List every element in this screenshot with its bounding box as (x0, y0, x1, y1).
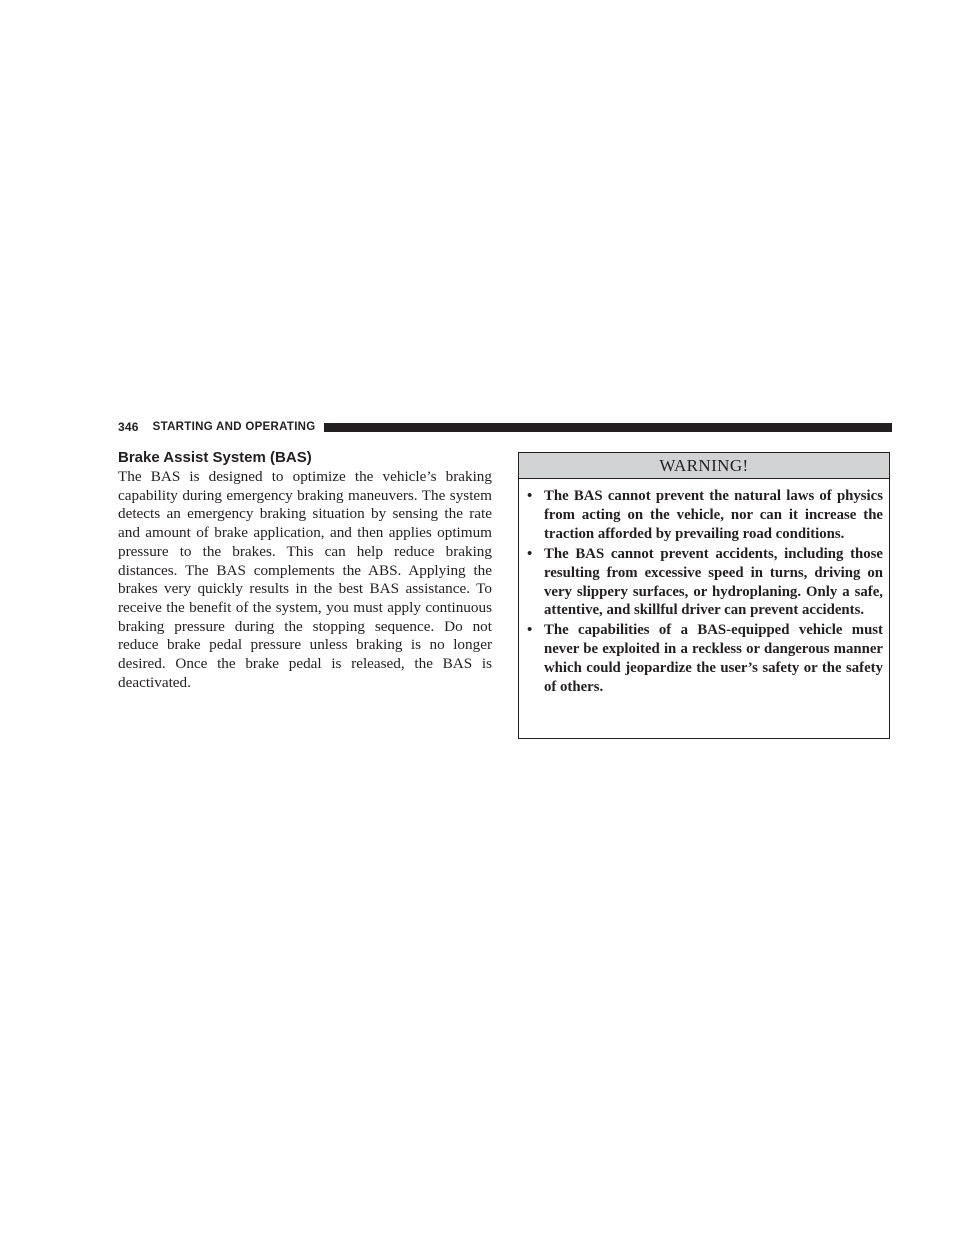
warning-list (519, 479, 889, 697)
running-section-title: STARTING AND OPERATING (152, 421, 316, 433)
section-title: Brake Assist System (BAS) (118, 449, 312, 466)
bullet-icon: • (527, 545, 533, 562)
warning-text: The capabilities of a BAS-equipped vehicle must never be exploited in a reckless or dangerous manner which could jeopardize the user’s safety or the safety of others. (544, 622, 883, 696)
page-header (118, 419, 892, 435)
warning-box (518, 452, 890, 739)
warning-text: The BAS cannot prevent the natural laws of physics from acting on the vehicle, nor can it increase the traction afforded by prevailing road conditions. (544, 488, 883, 542)
content-column (118, 448, 492, 692)
bullet-icon: • (527, 488, 533, 504)
warning-item (527, 545, 883, 621)
warning-item (527, 621, 883, 697)
header-rule (324, 423, 892, 432)
warning-item (527, 487, 883, 544)
bullet-icon: • (527, 622, 533, 639)
warning-heading: WARNING! (519, 453, 889, 479)
warning-text: The BAS cannot prevent accidents, including those resulting from excessive speed in turns, driving on very slippery surfaces, or hydroplaning. Only a safe, attentive, and skillful driver can prevent accidents. (544, 545, 883, 619)
body-paragraph: The BAS is designed to optimize the vehicle’s braking capability during emergency braking maneuvers. The system detects an emergency braking situation by sensing the rate and amount of brake application, and then applies optimum pressure to the brakes. This can help reduce braking distances. The BAS complements the ABS. Applying the brakes very quickly results in the best BAS assistance. To receive the benefit of the system, you must apply continuous braking pressure during the stopping sequence. Do not reduce brake pedal pressure unless braking is no longer desired. Once the brake pedal is released, the BAS is deactivated. (118, 468, 492, 691)
page-number: 346 (118, 420, 139, 434)
